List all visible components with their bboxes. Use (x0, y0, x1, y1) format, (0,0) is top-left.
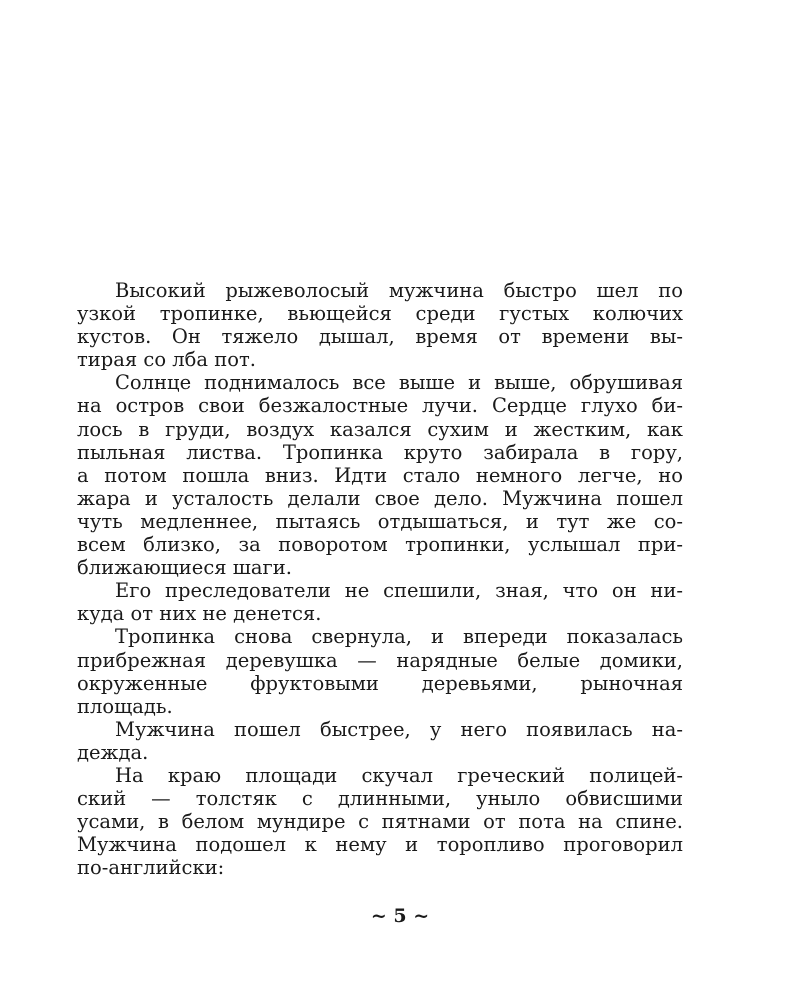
text-line: усами, в белом мундире с пятнами от пота на спине. (77, 810, 683, 834)
text-line: чуть медленнее, пытаясь отдышаться, и тут же со- (77, 509, 683, 533)
text-line: дежда. (77, 740, 149, 764)
paragraph (77, 579, 683, 625)
text-line: площадь. (77, 694, 173, 718)
text-line: окруженные фруктовыми деревьями, рыночная (77, 671, 683, 695)
text-line: Высокий рыжеволосый мужчина быстро шел по (115, 279, 683, 302)
text-line: куда от них не денется. (77, 602, 322, 626)
text-line: а потом пошла вниз. Идти стало немного легче, но (77, 463, 683, 487)
paragraph (77, 764, 683, 879)
text-line: ский — толстяк с длинными, уныло обвисшими (77, 787, 683, 811)
text-line: на остров свои безжалостные лучи. Сердце глухо би- (77, 394, 683, 418)
text-line: всем близко, за поворотом тропинки, услышал при- (77, 533, 683, 557)
text-line: тирая со лба пот. (77, 348, 256, 372)
text-line: пыльная листва. Тропинка круто забирала в гору, (77, 440, 683, 464)
text-line: Мужчина пошел быстрее, у него появилась на- (115, 717, 683, 741)
text-line: Мужчина подошел к нему и торопливо проговорил (77, 833, 683, 857)
text-line: узкой тропинке, вьющейся среди густых колючих (77, 302, 683, 326)
paragraph (77, 625, 683, 717)
paragraph (77, 718, 683, 764)
text-line: жара и усталость делали свое дело. Мужчина пошел (77, 486, 683, 510)
text-line: прибрежная деревушка — нарядные белые домики, (77, 648, 683, 672)
text-line: ближающиеся шаги. (77, 556, 292, 580)
paragraph (77, 371, 683, 579)
body-text (77, 279, 683, 879)
text-line: кустов. Он тяжело дышал, время от времени вы- (77, 325, 683, 349)
text-line: Его преследователи не спешили, зная, что он ни- (115, 579, 683, 603)
text-line: Тропинка снова свернула, и впереди показалась (115, 625, 683, 649)
page-number: ~ 5 ~ (370, 905, 430, 927)
text-line: Солнце поднималось все выше и выше, обрушивая (115, 371, 683, 395)
text-line: На краю площади скучал греческий полицей- (115, 763, 683, 787)
text-line: по-английски: (77, 856, 225, 880)
text-line: лось в груди, воздух казался сухим и жестким, как (77, 417, 683, 441)
paragraph (77, 279, 683, 371)
